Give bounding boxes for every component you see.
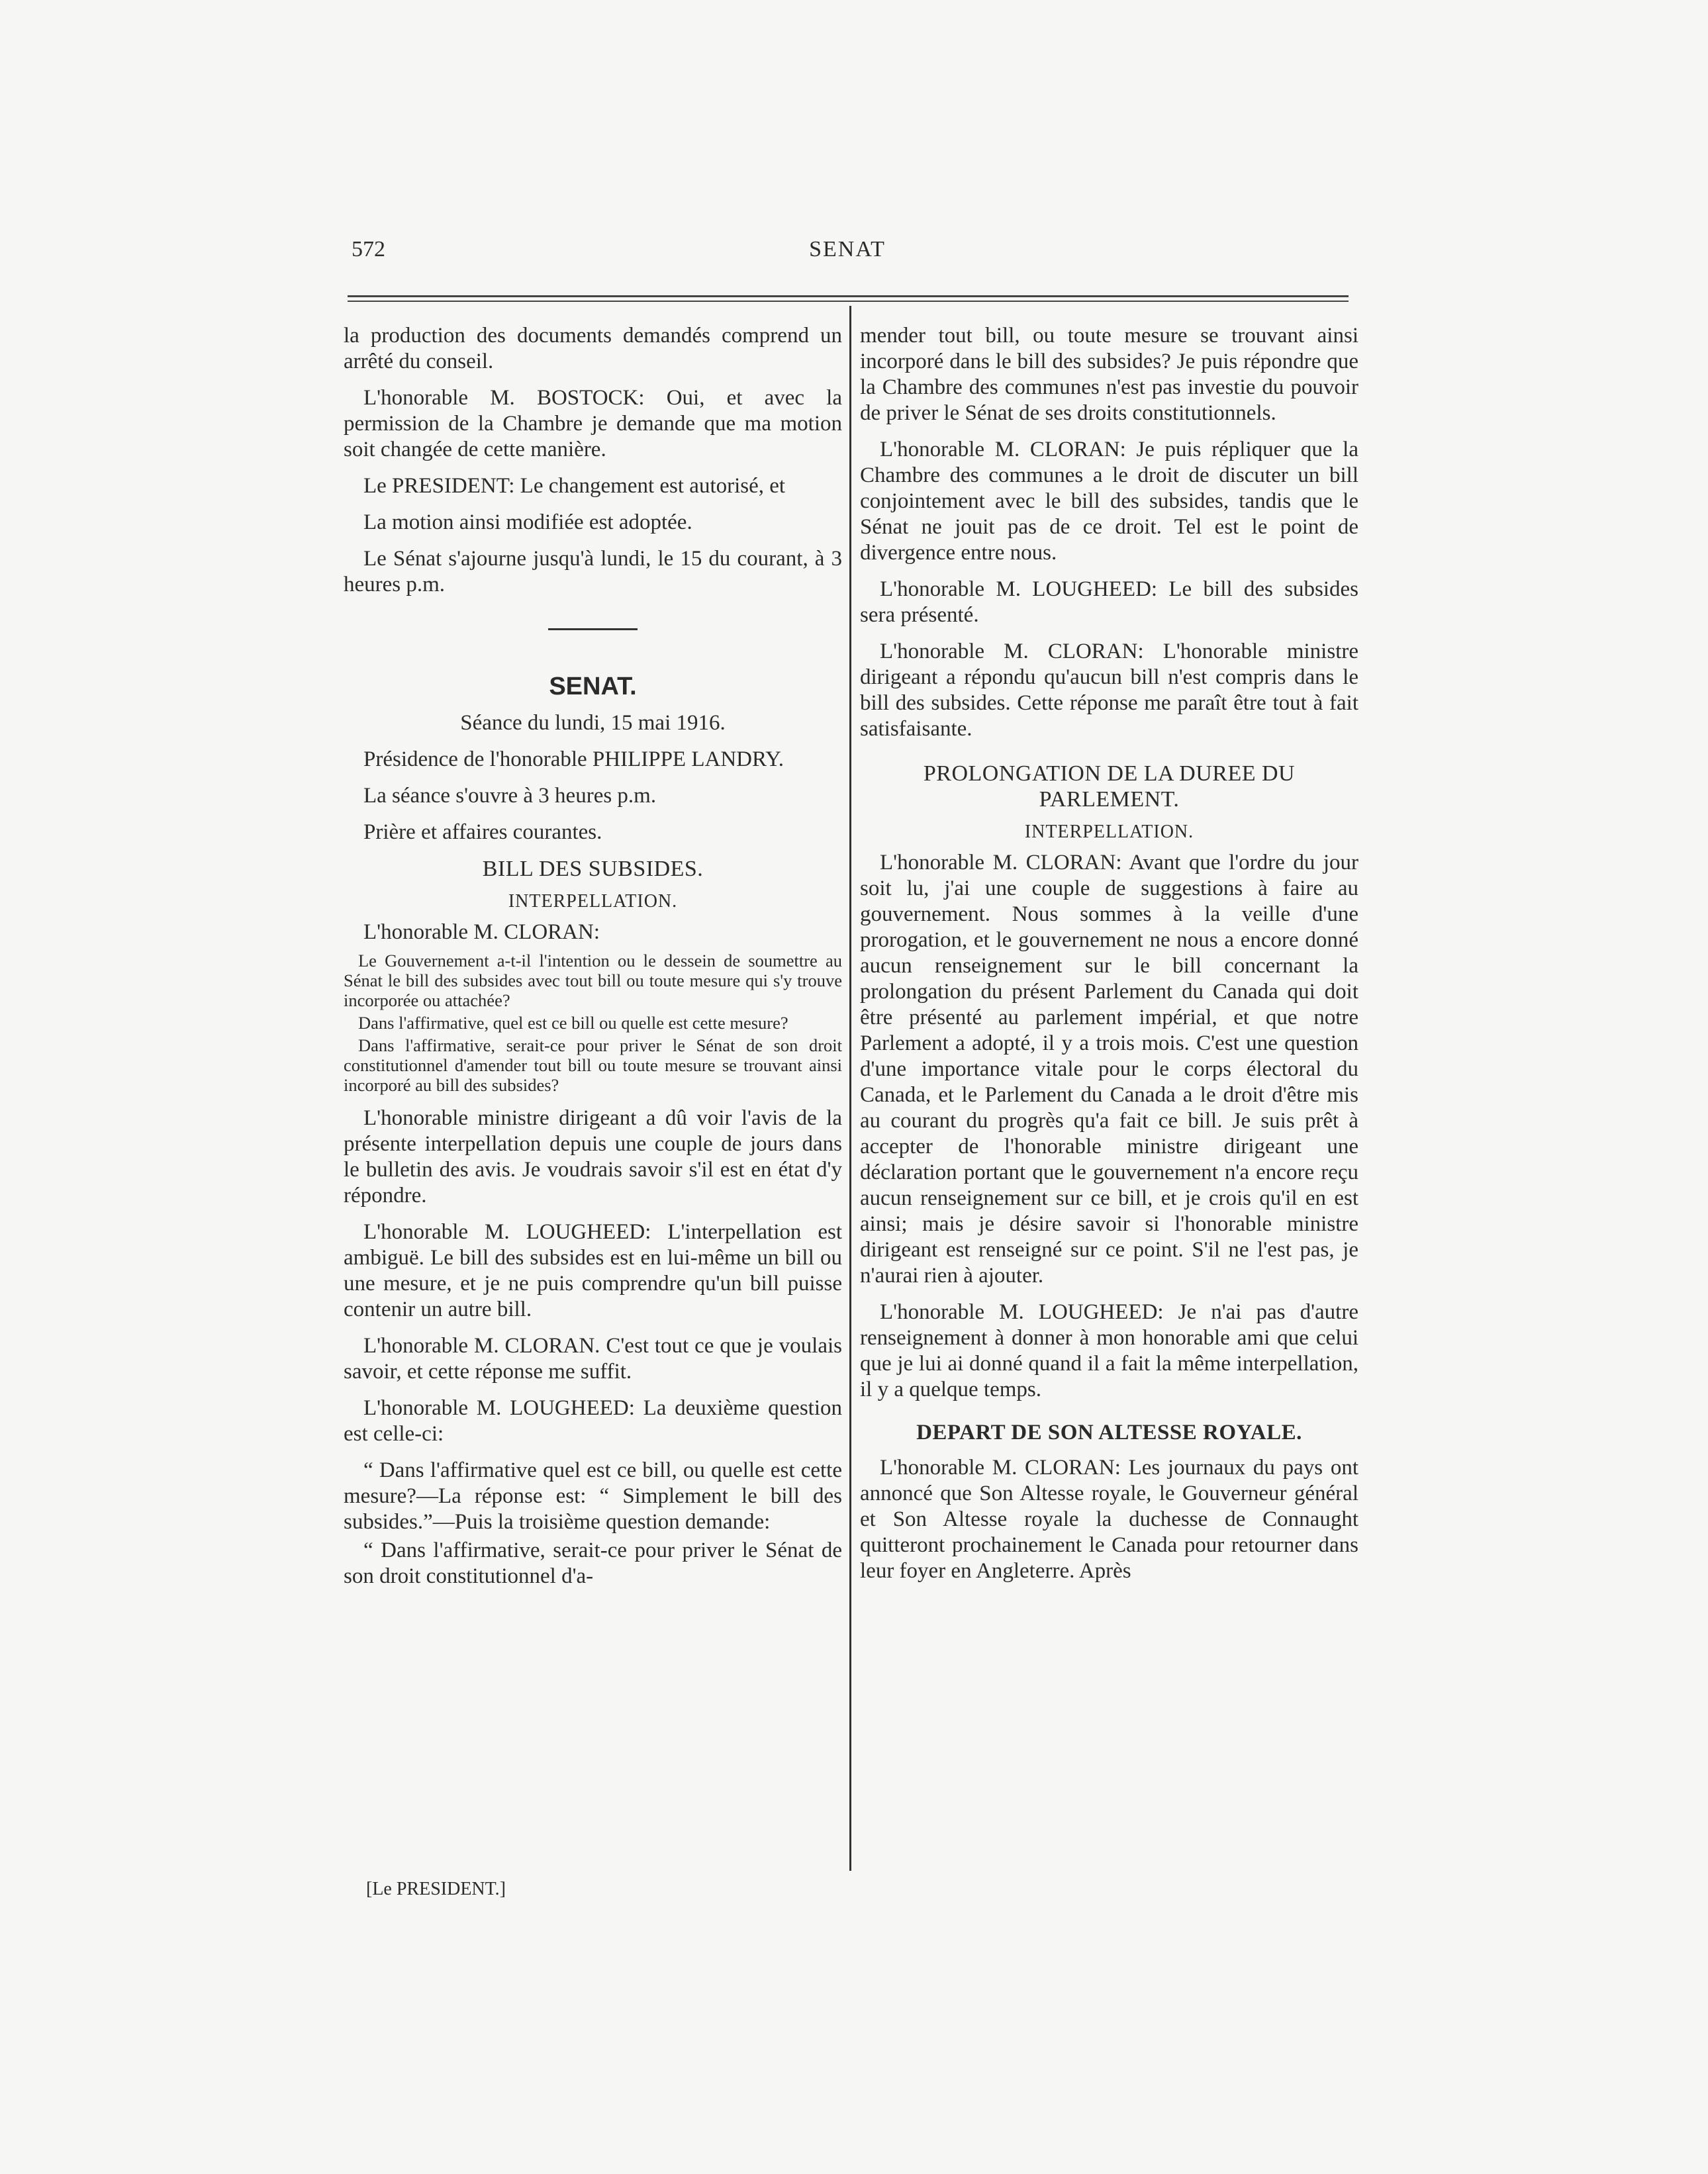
paragraph: L'honorable M. LOUGHEED: Le bill des subsides sera présenté. bbox=[860, 577, 1358, 627]
question-text: Dans l'affirmative, serait-ce pour priver le Sénat de son droit constitutionnel d'amender tout bill ou toute mesure se trouvant ainsi incorporé au bill des subsides? bbox=[344, 1035, 842, 1095]
section-subheading: INTERPELLATION. bbox=[1024, 822, 1194, 842]
header-rule bbox=[348, 295, 1349, 297]
footer-note: [Le PRESIDENT.] bbox=[366, 1879, 506, 1899]
paragraph: “ Dans l'affirmative, serait-ce pour priver le Sénat de son droit constitutionnel d'a- bbox=[344, 1538, 842, 1588]
section-heading: BILL DES SUBSIDES. bbox=[482, 857, 704, 881]
sitting-date: Séance du lundi, 15 mai 1916. bbox=[460, 711, 726, 735]
paragraph: la production des documents demandés comprend un arrêté du conseil. bbox=[344, 324, 842, 373]
section-subheading: INTERPELLATION. bbox=[508, 891, 678, 912]
paragraph: L'honorable M. CLORAN: Les journaux du pays ont annoncé que Son Altesse royale, le Gouverneur général et Son Altesse royale la duchesse de Connaught quitteront prochainement le Canada pour retourner dans leur foyer en Angleterre. Après bbox=[860, 1456, 1358, 1583]
running-title: SENAT bbox=[809, 237, 886, 261]
question-text: Dans l'affirmative, quel est ce bill ou quelle est cette mesure? bbox=[358, 1013, 788, 1033]
paragraph: L'honorable M. CLORAN: Avant que l'ordre du jour soit lu, j'ai une couple de suggestions à faire au gouvernement. Nous sommes à la veille d'une prorogation, et le gouvernement ne nous a encore donné aucun renseignement sur le bill concernant la prolongation du présent Parlement du Canada qui doit être présenté au parlement impérial, et que notre Parlement a adopté, il y a trois mois. C'est une question d'une importance vitale pour le corps électoral du Canada, et le Parlement du Canada a le droit d'être mis au courant du progrès qu'a fait ce bill. Je suis prêt à accepter de l'honorable ministre dirigeant une déclaration portant que le gouvernement n'a encore reçu aucun renseignement sur ce bill, et je crois qu'il en est ainsi; mais je désire savoir si l'honorable ministre dirigeant est renseigné sur ce point. S'il ne l'est pas, je n'aurai rien à ajouter. bbox=[860, 851, 1358, 1288]
paragraph: Le PRESIDENT: Le changement est autorisé, et bbox=[363, 474, 786, 498]
page-header bbox=[348, 237, 1347, 270]
paragraph: L'honorable ministre dirigeant a dû voir l'avis de la présente interpellation depuis une couple de jours dans le bulletin des avis. Je voudrais savoir s'il est en état d'y répondre. bbox=[344, 1106, 842, 1207]
right-column bbox=[860, 323, 1358, 1595]
paragraph: La séance s'ouvre à 3 heures p.m. bbox=[363, 784, 657, 808]
speaker-line: L'honorable M. CLORAN: bbox=[363, 920, 600, 944]
page-number: 572 bbox=[352, 237, 385, 261]
paragraph: L'honorable M. BOSTOCK: Oui, et avec la permission de la Chambre je demande que ma motion soit changée de cette manière. bbox=[344, 386, 842, 461]
left-column bbox=[344, 323, 842, 1600]
paragraph: Le Sénat s'ajourne jusqu'à lundi, le 15 du courant, à 3 heures p.m. bbox=[344, 547, 842, 596]
presidency-line: Présidence de l'honorable PHILIPPE LANDRY. bbox=[363, 747, 784, 771]
paragraph: L'honorable M. CLORAN: Je puis répliquer que la Chambre des communes a le droit de discuter un bill conjointement avec le bill des subsides, tandis que le Sénat ne jouit pas de ce droit. Tel est le point de divergence entre nous. bbox=[860, 438, 1358, 565]
question-text: Le Gouvernement a-t-il l'intention ou le dessein de soumettre au Sénat le bill des subsides avec tout bill ou toute mesure qui s'y trouve incorporée ou attachée? bbox=[344, 951, 842, 1010]
header-rule-secondary bbox=[348, 301, 1349, 302]
paragraph: L'honorable M. CLORAN: L'honorable ministre dirigeant a répondu qu'aucun bill n'est compris dans le bill des subsides. Cette réponse me paraît être tout à fait satisfaisante. bbox=[860, 639, 1358, 741]
section-divider bbox=[548, 628, 638, 630]
paragraph: Prière et affaires courantes. bbox=[363, 820, 602, 844]
paragraph: “ Dans l'affirmative quel est ce bill, ou quelle est cette mesure?—La réponse est: “ Simplement le bill des subsides.”—Puis la troisième question demande: bbox=[344, 1458, 842, 1534]
paragraph: mender tout bill, ou toute mesure se trouvant ainsi incorporé dans le bill des subsides? Je puis répondre que la Chambre des communes n'est pas investie du pouvoir de priver le Sénat de ses droits constitutionnels. bbox=[860, 324, 1358, 425]
paragraph: La motion ainsi modifiée est adoptée. bbox=[363, 510, 692, 534]
paragraph: L'honorable M. LOUGHEED: La deuxième question est celle-ci: bbox=[344, 1396, 842, 1446]
paragraph: L'honorable M. LOUGHEED: L'interpellation est ambiguë. Le bill des subsides est en lui-même un bill ou une mesure, et je ne puis comprendre qu'un bill puisse contenir un autre bill. bbox=[344, 1220, 842, 1321]
paragraph: L'honorable M. CLORAN. C'est tout ce que je voulais savoir, et cette réponse me suffit. bbox=[344, 1334, 842, 1384]
section-heading: DEPART DE SON ALTESSE ROYALE. bbox=[916, 1421, 1302, 1444]
section-heading: PROLONGATION DE LA DUREE DU PARLEMENT. bbox=[923, 761, 1296, 812]
paragraph: L'honorable M. LOUGHEED: Je n'ai pas d'autre renseignement à donner à mon honorable ami que celui que je lui ai donné quand il a fait la même interpellation, il y a quelque temps. bbox=[860, 1300, 1358, 1401]
column-divider bbox=[849, 306, 851, 1871]
sitting-title: SENAT. bbox=[549, 673, 637, 700]
